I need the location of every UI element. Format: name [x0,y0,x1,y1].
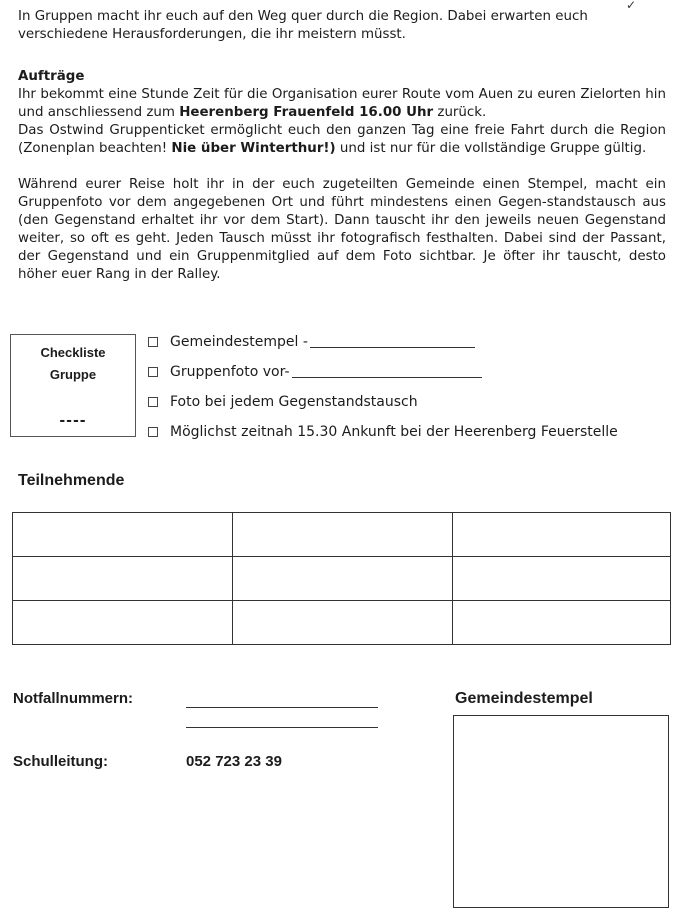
participant-cell[interactable] [13,601,233,645]
auftraege-heading: Aufträge [18,69,85,84]
participant-cell[interactable] [13,513,233,557]
checklist-label-box [10,334,136,437]
corner-mark: ✓ [626,0,637,12]
checklist-item-gruppenfoto[interactable]: Gruppenfoto vor- [148,363,482,381]
stamp-heading: Gemeindestempel [455,690,593,707]
participants-heading: Teilnehmende [18,472,125,489]
schulleitung-label: Schulleitung: [13,753,108,770]
checklist-group-number: ---- [59,413,87,429]
notfall-line-1[interactable] [186,706,378,708]
checklist-item-ankunft[interactable]: Möglichst zeitnah 15.30 Ankunft bei der Heerenberg Feuerstelle [148,423,618,441]
fill-in-line[interactable] [310,346,475,348]
checkbox-icon[interactable] [148,367,158,377]
participant-cell[interactable] [453,557,671,601]
auftraege-paragraph-3: Während eurer Reise holt ihr in der euch zugeteilten Gemeinde einen Stempel, macht ein Gruppenfoto vor dem angegebenen Ort und führt mindestens einen Gegen-standstausch aus (den Gegenstand erhaltet ihr vor dem Start). Dann tauscht ihr den jeweils neuen Gegenstand weiter, so oft es geht. Jeden Tausch müsst ihr fotografisch festhalten. Dabei sind der Passant, der Gegenstand und ein Gruppenmitglied auf dem Foto sichtbar. Je öfter ihr tauscht, desto höher euer Rang in der Ralley. [18,177,666,282]
auftraege-paragraph-1: Ihr bekommt eine Stunde Zeit für die Organisation eurer Route vom Auen zu euren Zielorten hin und anschliessend zum Heerenberg Frauenfeld 16.00 Uhr zurück. [18,87,666,120]
checklist-title-line2: Gruppe [49,367,97,382]
participants-table [12,512,671,645]
fill-in-line[interactable] [292,376,482,378]
deadline-bold: Heerenberg Frauenfeld 16.00 Uhr [179,105,434,120]
warning-bold: Nie über Winterthur!) [171,141,336,156]
checkbox-icon[interactable] [148,337,158,347]
participant-cell[interactable] [453,513,671,557]
participant-cell[interactable] [233,601,453,645]
notfall-label: Notfallnummern: [13,690,133,707]
participant-cell[interactable] [233,513,453,557]
participant-cell[interactable] [13,557,233,601]
checkbox-icon[interactable] [148,397,158,407]
checklist-item-foto-tausch[interactable]: Foto bei jedem Gegenstandstausch [148,393,418,411]
stamp-box[interactable] [453,715,669,908]
checkbox-icon[interactable] [148,427,158,437]
intro-paragraph: In Gruppen macht ihr euch auf den Weg quer durch die Region. Dabei erwarten euch verschiedene Herausforderungen, die ihr meistern müsst. [18,9,588,42]
participant-cell[interactable] [233,557,453,601]
checklist-title-line1: Checkliste [40,345,106,360]
checklist-item-stempel[interactable]: Gemeindestempel - [148,333,475,351]
schulleitung-phone: 052 723 23 39 [186,753,282,770]
notfall-line-2[interactable] [186,726,378,728]
auftraege-paragraph-2: Das Ostwind Gruppenticket ermöglicht euch den ganzen Tag eine freie Fahrt durch die Region (Zonenplan beachten! Nie über Winterthur!) und ist nur für die vollständige Gruppe gültig. [18,123,666,156]
participant-cell[interactable] [453,601,671,645]
